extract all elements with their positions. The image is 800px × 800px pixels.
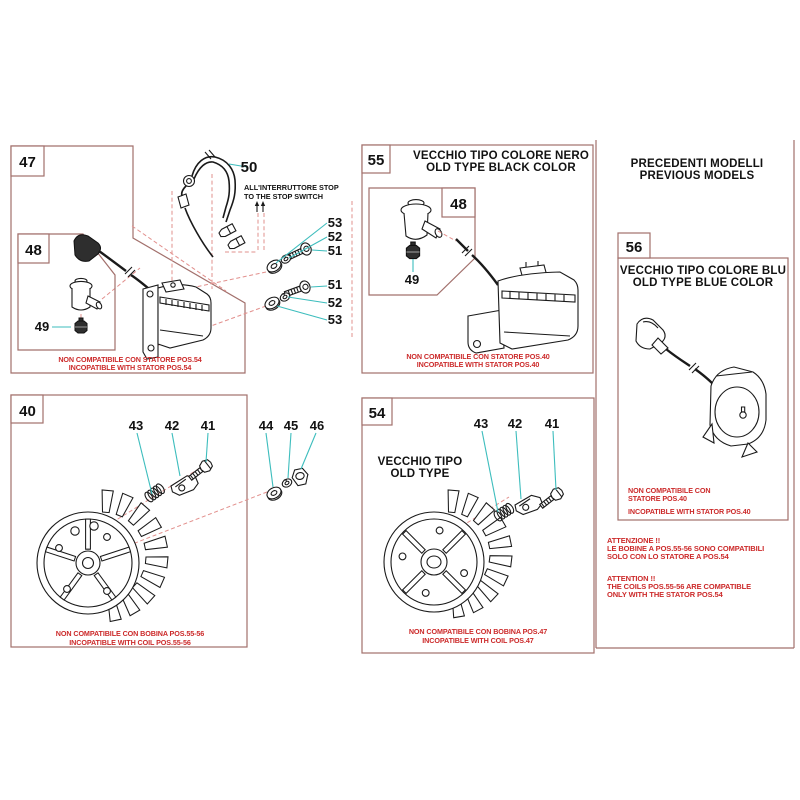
previous-models-panel (596, 140, 794, 648)
starter-pawl-spring-43 (143, 483, 166, 504)
callout-42: 42 (507, 416, 523, 431)
old-blue-coil-drawing (636, 318, 766, 457)
panel-40-warning-it: NON COMPATIBILE CON BOBINA POS.55-56 (55, 629, 205, 638)
panel-55-title-en: OLD TYPE BLACK COLOR (426, 162, 576, 174)
panel-55-old-black-coil (362, 145, 593, 373)
callout-49: 49 (34, 319, 50, 334)
attention-it-line2: SOLO CON LO STATORE A POS.54 (607, 552, 729, 561)
callout-53: 53 (327, 215, 343, 230)
part-number-47: 47 (19, 154, 36, 171)
flywheel-drawing (37, 490, 168, 622)
pawl-screw-41 (187, 458, 215, 483)
panel-54-warning-en: INCOPATIBLE WITH COIL POS.47 (422, 636, 534, 645)
part-number-40: 40 (19, 403, 36, 420)
spark-plug-terminal-cap-drawing (401, 200, 443, 240)
panel-47-warning-en: INCOPATIBLE WITH STATOR POS.54 (68, 363, 192, 372)
ignition-coil-drawing (143, 280, 211, 359)
callout-52: 52 (327, 229, 343, 244)
attention-it-title: ATTENZIONE !! (607, 536, 661, 545)
stop-switch-note-line1: ALL'INTERRUTTORE STOP (244, 183, 339, 192)
spark-plug-boot-drawing (74, 235, 101, 262)
flat-washer-53 (263, 295, 282, 313)
callout-42: 42 (164, 418, 180, 433)
callout-43: 43 (473, 416, 489, 431)
flywheel-nut-46 (291, 467, 310, 486)
stop-switch-note-line2: TO THE STOP SWITCH (244, 192, 324, 201)
callout-43: 43 (128, 418, 144, 433)
panel-54-warning-it: NON COMPATIBILE CON BOBINA POS.47 (408, 627, 548, 636)
panel-54-border (362, 398, 594, 653)
attention-en-line2: ONLY WITH THE STATOR POS.54 (607, 590, 723, 599)
panel-55-warning-en: INCOPATIBLE WITH STATOR POS.40 (416, 360, 540, 369)
part-number-48: 48 (25, 242, 42, 259)
part-number-54: 54 (368, 405, 386, 422)
part-number-56: 56 (625, 239, 643, 256)
pawl-screw-41 (538, 486, 566, 511)
terminal-nut-49 (406, 242, 419, 259)
spark-plug-terminal-cap-drawing (70, 278, 103, 310)
lock-washer-45 (281, 477, 294, 489)
spade-connector (227, 236, 245, 251)
stop-switch-arrows (255, 201, 265, 212)
callout-49: 49 (404, 272, 420, 287)
panel-40-warning-en: INCOPATIBLE WITH COIL POS.55-56 (69, 638, 191, 647)
terminal-nut-49 (75, 318, 87, 333)
stop-switch-harness-drawing (178, 150, 245, 257)
panel-54-flywheel-old-type (362, 398, 594, 653)
callout-51: 51 (327, 243, 343, 258)
panel-56-old-blue-coil (618, 233, 788, 520)
callout-50: 50 (240, 159, 258, 176)
callout-lines-upper (276, 223, 327, 263)
callout-52: 52 (327, 295, 343, 310)
panel-56-title-en: OLD TYPE BLUE COLOR (632, 277, 774, 289)
callout-46: 46 (309, 418, 325, 433)
callout-41: 41 (544, 416, 560, 431)
panel-40-flywheel-current-type (11, 395, 324, 647)
flywheel-old-type-drawing (384, 490, 512, 618)
panel-47-warning-it: NON COMPATIBILE CON STATORE POS.54 (58, 355, 202, 364)
flat-washer-44 (265, 485, 284, 503)
panel-47-coil-current-type (11, 146, 352, 373)
callout-51: 51 (327, 277, 343, 292)
part-number-55: 55 (367, 152, 385, 169)
attention-en-title: ATTENTION !! (607, 574, 656, 583)
callout-45: 45 (283, 418, 299, 433)
panel-55-title-it: VECCHIO TIPO COLORE NERO (412, 150, 590, 162)
callout-41: 41 (200, 418, 216, 433)
callout-44: 44 (258, 418, 274, 433)
previous-models-title-it: PRECEDENTI MODELLI (630, 158, 764, 170)
part-number-48: 48 (450, 196, 467, 213)
panel-54-title-en: OLD TYPE (390, 468, 450, 480)
callout-53: 53 (327, 312, 343, 327)
ht-wire (99, 251, 126, 271)
panel-55-warning-it: NON COMPATIBILE CON STATORE POS.40 (406, 352, 550, 361)
spade-connector (218, 224, 236, 239)
starter-pawl-42 (514, 494, 544, 516)
panel-54-title-it: VECCHIO TIPO (377, 456, 463, 468)
panel-56-warning-en: INCOPATIBLE WITH STATOR POS.40 (628, 507, 751, 516)
panel-56-warning-it-line2: STATORE POS.40 (628, 494, 687, 503)
panel-56-title-it: VECCHIO TIPO COLORE BLU (619, 265, 787, 277)
attention-note (607, 536, 764, 599)
panel-56-warning-it-line1: NON COMPATIBILE CON (628, 486, 711, 495)
previous-models-title-en: PREVIOUS MODELS (639, 170, 755, 182)
old-black-coil-drawing (456, 239, 578, 353)
attention-en-line1: THE COILS POS.55-56 ARE COMPATIBLE (607, 582, 751, 591)
attention-it-line1: LE BOBINE A POS.55-56 SONO COMPATIBILI (607, 544, 765, 553)
